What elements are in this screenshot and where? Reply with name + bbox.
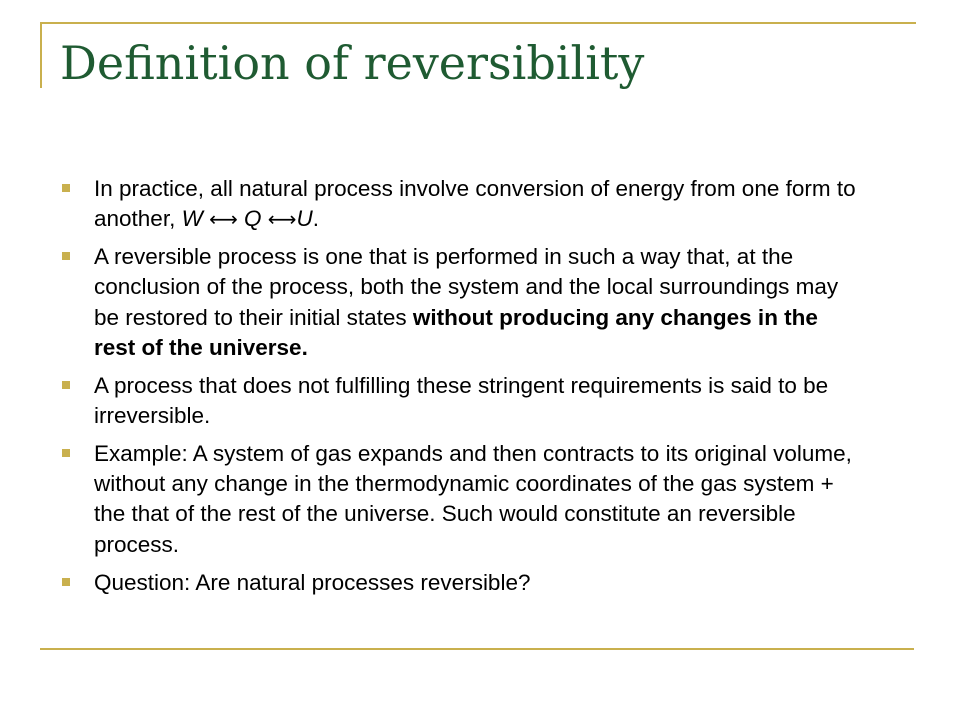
bottom-rule	[40, 648, 914, 650]
bullet-text: In practice, all natural process involve conversion of energy from one form to another,	[94, 176, 856, 232]
double-arrow-icon: ⟷	[209, 207, 238, 232]
bullet-text: Question: Are natural processes reversible?	[94, 569, 531, 595]
double-arrow-icon: ⟷	[267, 207, 297, 232]
bullet-text: Example: A system of gas expands and then contracts to its original volume, without any change in the thermodynamic coordinates of the gas system + the that of the rest of the universe. Such would constitute an reversible process.	[94, 441, 852, 557]
bullet-item-example	[60, 439, 860, 560]
square-bullet-icon	[62, 252, 70, 260]
bullet-item-irreversible	[60, 371, 860, 431]
energy-symbol: U	[296, 206, 313, 232]
square-bullet-icon	[62, 381, 70, 389]
left-rule	[40, 22, 42, 88]
square-bullet-icon	[62, 578, 70, 586]
square-bullet-icon	[62, 184, 70, 192]
bullet-text-end: .	[312, 206, 319, 232]
work-symbol: W	[181, 206, 210, 232]
bullet-item-reversible-definition	[60, 242, 860, 363]
bullet-list	[60, 174, 860, 606]
bullet-text: A reversible process is one that is performed in such a way that, at the conclusion of the process, both the system and the local surroundings may be restored to their initial states	[94, 244, 839, 330]
bullet-item-question	[60, 568, 860, 598]
slide-title: Definition of reversibility	[60, 36, 645, 90]
square-bullet-icon	[62, 449, 70, 457]
heat-symbol: Q	[237, 206, 268, 232]
top-rule	[40, 22, 916, 24]
bullet-text: A process that does not fulfilling these stringent requirements is said to be irreversible.	[94, 372, 829, 428]
bullet-item-energy-conversion	[60, 174, 860, 234]
bullet-bold-text: without producing any changes in the rest of the universe.	[94, 304, 818, 360]
